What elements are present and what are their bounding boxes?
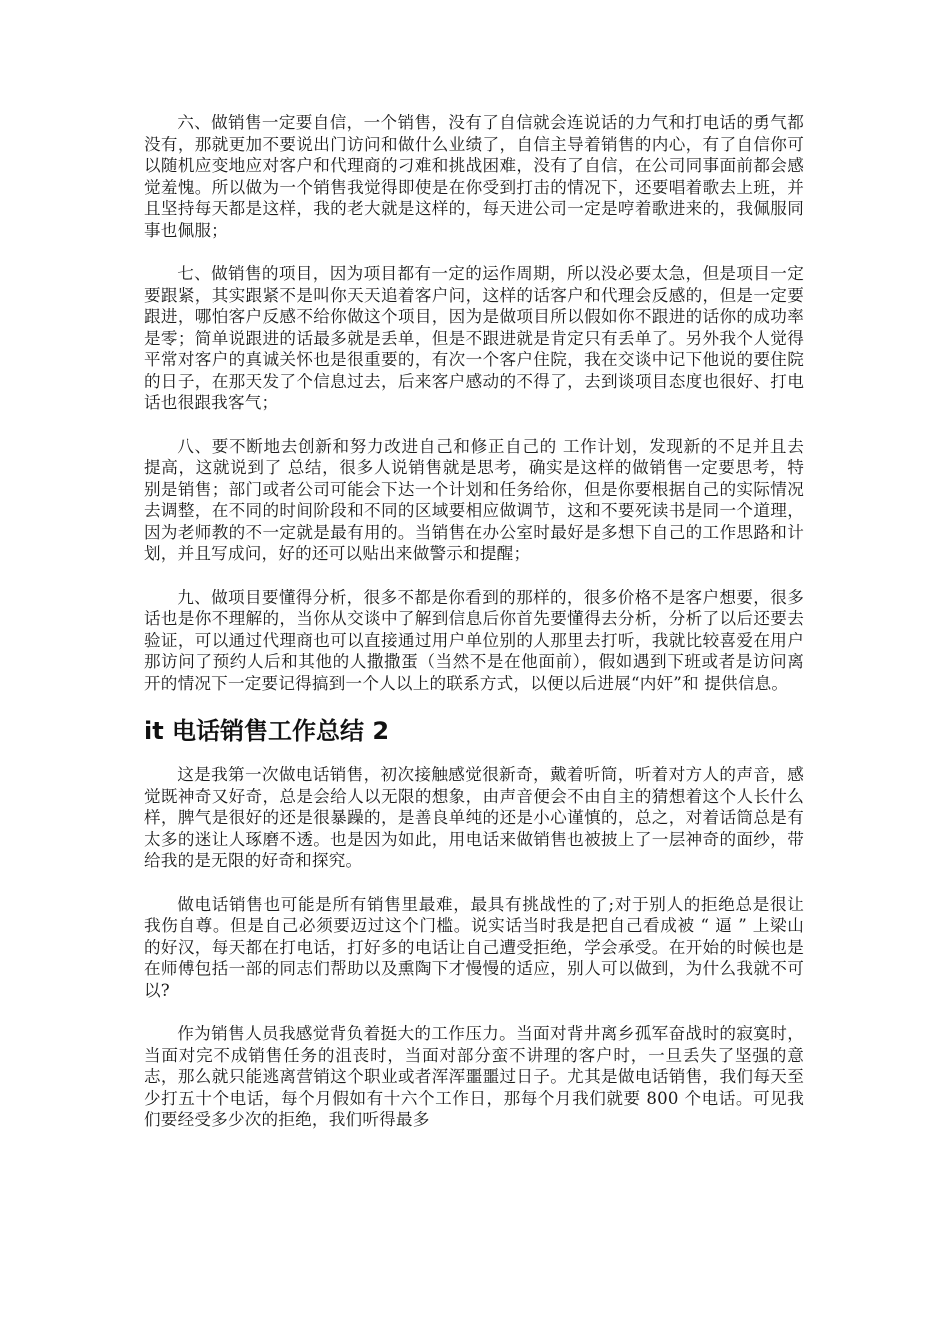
section-sales-tips xyxy=(144,112,804,694)
paragraph-first-experience: 这是我第一次做电话销售，初次接触感觉很新奇，戴着听筒，听着对方人的声音，感觉既神奇又好奇，总是会给人以无限的想象，由声音便会不由自主的猜想着这个人长什么样，脾气是很好的还是很暴躁的，是善良单纯的还是小心谨慎的，总之，对着话筒总是有太多的迷让人琢磨不透。也是因为如此，用电话来做销售也被披上了一层神奇的面纱，带给我的是无限的好奇和探究。 xyxy=(144,765,804,870)
paragraph-8-innovation: 八、要不断地去创新和努力改进自己和修正自己的 工作计划，发现新的不足并且去提高，这就说到了 总结，很多人说销售就是思考，确实是这样的做销售一定要思考，特别是销售；部门或者公司可能会下达一个计划和任务给你，但是你要根据自己的实际情况去调整，在不同的时间阶段和不同的区域要相应做调节，这和不要死读书是同一个道理，因为老师教的不一定就是最有用的。当销售在办公室时最好是多想下自己的工作思路和计划，并且写成问，好的还可以贴出来做警示和提醒； xyxy=(144,436,804,563)
document-page xyxy=(144,112,804,1153)
paragraph-9-analysis: 九、做项目要懂得分析，很多不都是你看到的那样的，很多价格不是客户想要，很多话也是你不理解的，当你从交谈中了解到信息后你首先要懂得去分析，分析了以后还要去验证，可以通过代理商也可以直接通过用户单位别的人那里去打听，我就比较喜爱在用户那访问了预约人后和其他的人撒撒蛋（当然不是在他面前），假如遇到下班或者是访问离开的情况下一定要记得搞到一个人以上的联系方式，以便以后进展“内奸”和 提供信息。 xyxy=(144,587,804,693)
section-telesales-summary xyxy=(144,764,804,1131)
paragraph-6-confidence: 六、做销售一定要自信，一个销售，没有了自信就会连说话的力气和打电话的勇气都没有，那就更加不要说出门访问和做什么业绩了，自信主导着销售的内心，有了自信你可以随机应变地应对客户和代理商的刁难和挑战困难，没有了自信，在公司同事面前都会感觉羞愧。所以做为一个销售我觉得即使是在你受到打击的情况下，还要唱着歌去上班，并且坚持每天都是这样，我的老大就是这样的，每天进公司一定是哼着歌进来的，我佩服同事也佩服； xyxy=(144,113,804,240)
paragraph-rejection: 做电话销售也可能是所有销售里最难，最具有挑战性的了;对于别人的拒绝总是很让我伤自尊。但是自己必须要迈过这个门槛。说实话当时我是把自己看成被 “ 逼 ” 上梁山的好汉，每天都在打电话，打好多的电话让自己遭受拒绝，学会承受。在开始的时候也是在师傅包括一部的同志们帮助以及熏陶下才慢慢的适应，别人可以做到，为什么我就不可以? xyxy=(144,894,804,1000)
paragraph-7-project-followup: 七、做销售的项目，因为项目都有一定的运作周期，所以没必要太急，但是项目一定要跟紧，其实跟紧不是叫你天天追着客户问，这样的话客户和代理会反感的，但是一定要跟进，哪怕客户反感不给你做这个项目，因为是做项目所以假如你不跟进的话你的成功率是零；简单说跟进的话最多就是丢单，但是不跟进就是肯定只有丢单了。另外我个人觉得平常对客户的真诚关怀也是很重要的，有次一个客户住院，我在交谈中记下他说的要住院的日子，在那天发了个信息过去，后来客户感动的不得了，去到谈项目态度也很好、打电话也很跟我客气； xyxy=(144,264,804,412)
paragraph-pressure: 作为销售人员我感觉背负着挺大的工作压力。当面对背井离乡孤军奋战时的寂寞时，当面对完不成销售任务的沮丧时，当面对部分蛮不讲理的客户时，一旦丢失了坚强的意志，那么就只能逃离营销这个职业或者浑浑噩噩过日子。尤其是做电话销售，我们每天至少打五十个电话，每个月假如有十六个工作日，那每个月我们就要 800 个电话。可见我们要经受多少次的拒绝，我们听得最多 xyxy=(144,1024,804,1129)
section-heading: it 电话销售工作总结 2 xyxy=(144,717,390,745)
